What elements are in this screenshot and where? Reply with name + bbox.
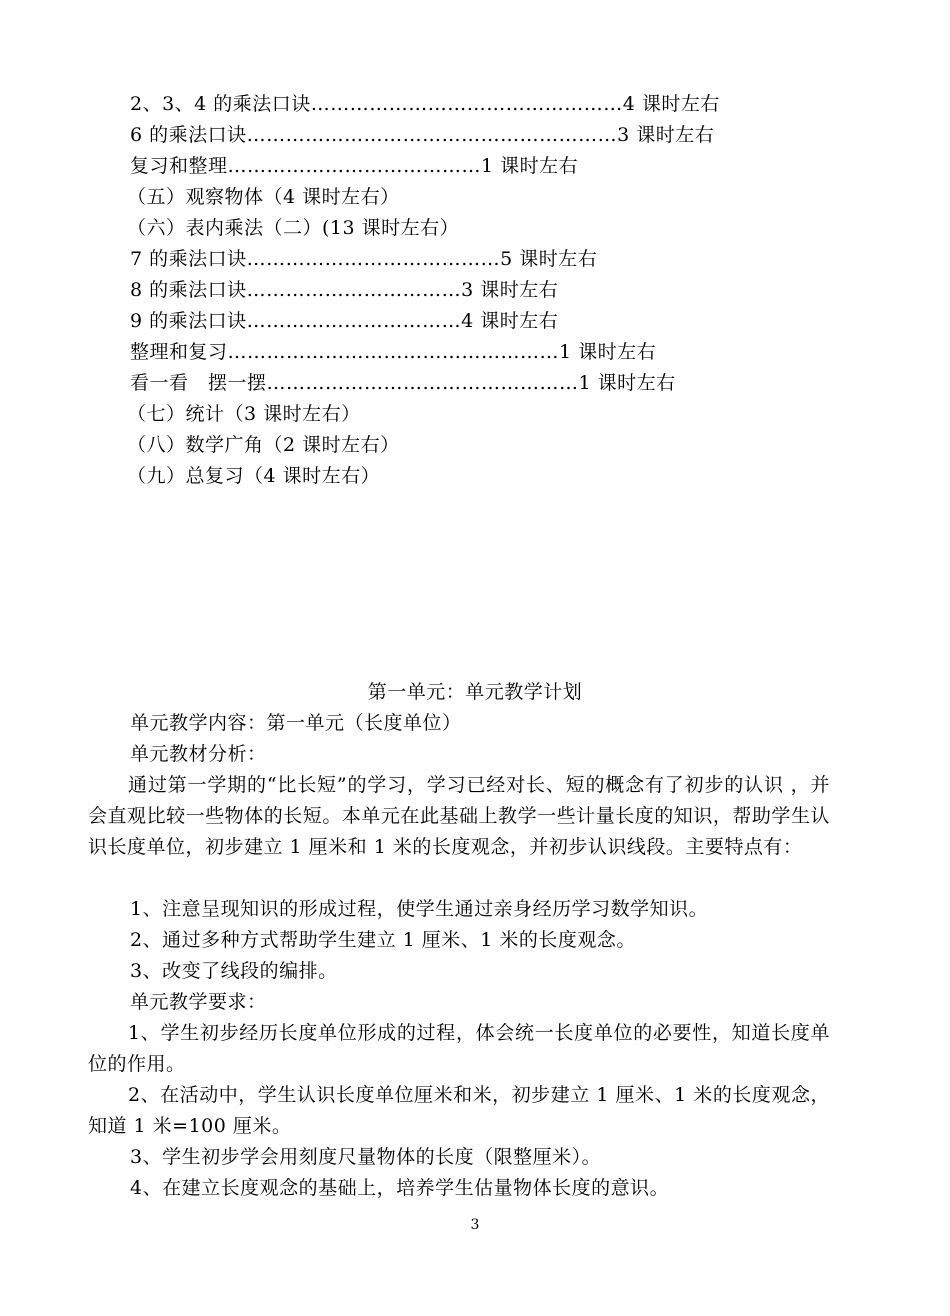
toc-line: （七）统计（3 课时左右） (127, 403, 361, 425)
requirement-item: 2、在活动中，学生认识长度单位厘米和米，初步建立 1 厘米、1 米的长度观念，知道 1 米=100 厘米。 (88, 1084, 830, 1137)
toc-line: （九）总复习（4 课时左右） (127, 465, 381, 487)
feature-item: 2、通过多种方式帮助学生建立 1 厘米、1 米的长度观念。 (130, 929, 636, 951)
unit-content-label: 单元教学内容：第一单元（长度单位） (130, 712, 462, 734)
requirement-item: 4、在建立长度观念的基础上，培养学生估量物体长度的意识。 (130, 1177, 670, 1199)
feature-item: 3、改变了线段的编排。 (130, 960, 338, 982)
toc-line: 9 的乘法口诀……………………………4 课时左右 (130, 310, 559, 332)
unit-analysis-text: 通过第一学期的“比长短”的学习，学习已经对长、短的概念有了初步的认识 ，并会直观比较一些物体的长短。本单元在此基础上教学一些计量长度的知识，帮助学生认识长度单位，初步建立 1 厘米和 1 米的长度观念，并初步认识线段。主要特点有： (88, 774, 830, 858)
unit-analysis-label: 单元教材分析： (130, 743, 267, 765)
feature-item: 1、注意呈现知识的形成过程，使学生通过亲身经历学习数学知识。 (130, 898, 709, 920)
toc-line: 复习和整理…………………………………1 课时左右 (130, 155, 579, 177)
requirement-item: 3、学生初步学会用刻度尺量物体的长度（限整厘米）。 (130, 1146, 602, 1168)
toc-line: 8 的乘法口诀……………………………3 课时左右 (130, 279, 559, 301)
unit-title: 第一单元：单元教学计划 (367, 681, 583, 703)
toc-line: （六）表内乘法（二）(13 课时左右） (127, 217, 460, 239)
toc-line: 7 的乘法口诀…………………………………5 课时左右 (130, 248, 598, 270)
toc-line: （八）数学广角（2 课时左右） (127, 434, 400, 456)
toc-line: 看一看 摆一摆…………………………………………1 课时左右 (130, 372, 676, 394)
toc-line: 2、3、4 的乘法口诀…………………………………………4 课时左右 (130, 93, 720, 115)
requirement-item: 1、学生初步经历长度单位形成的过程，体会统一长度单位的必要性，知道长度单位的作用。 (88, 1022, 830, 1075)
toc-line: 6 的乘法口诀…………………………………………………3 课时左右 (130, 124, 715, 146)
unit-requirements-label: 单元教学要求： (130, 991, 267, 1013)
toc-line: 整理和复习……………………………………………1 课时左右 (130, 341, 657, 363)
toc-line: （五）观察物体（4 课时左右） (127, 186, 400, 208)
page-number: 3 (470, 1217, 480, 1233)
